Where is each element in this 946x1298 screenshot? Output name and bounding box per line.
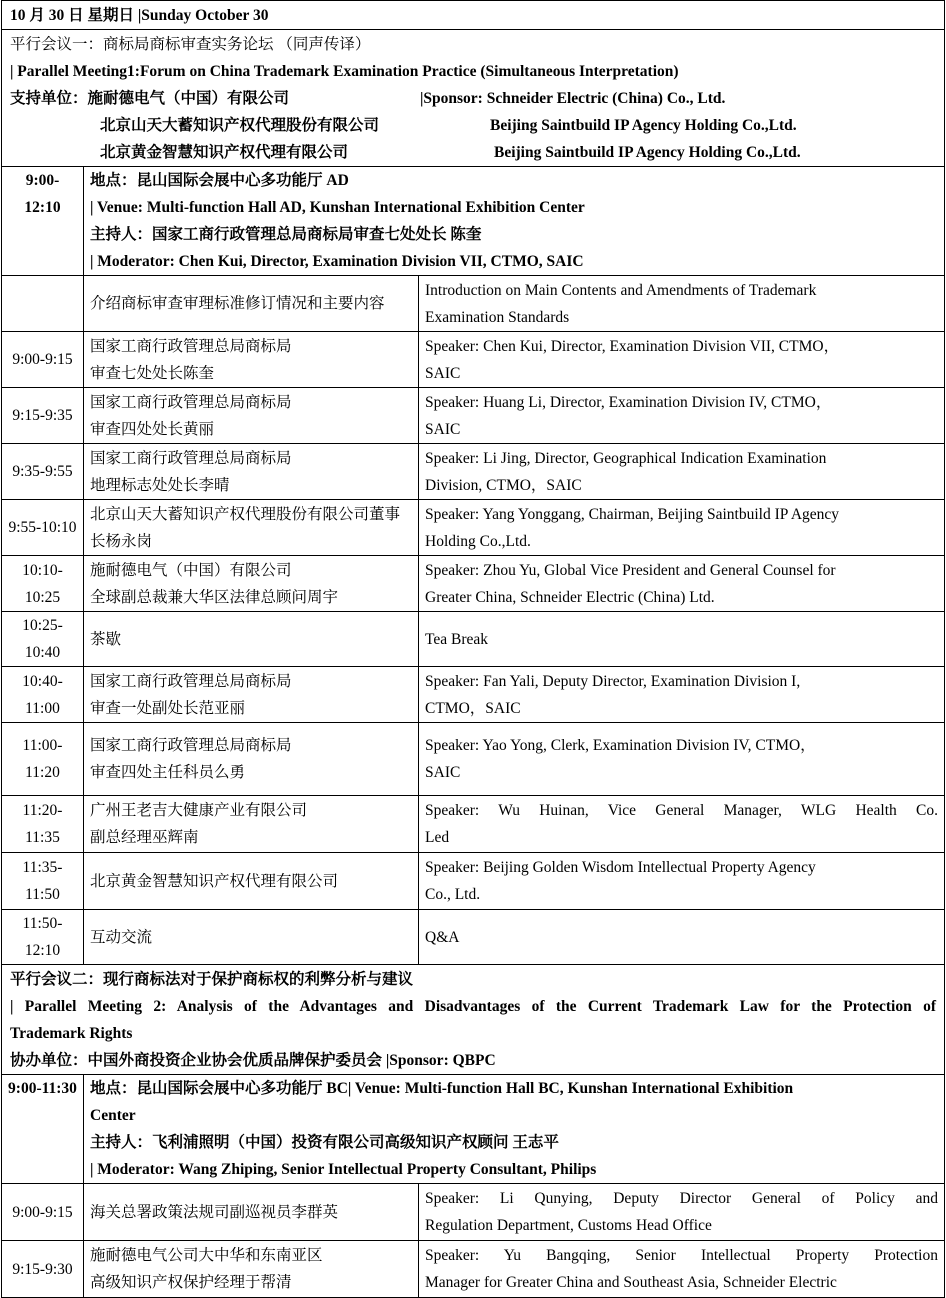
row-time: 11:00-11:20 [2,723,84,796]
row-speaker-zh: 国家工商行政管理总局商标局 审查一处副处长范亚丽 [84,667,419,723]
row-speaker-zh: 海关总署政策法规司副巡视员李群英 [84,1184,419,1241]
meeting2-title-en1: | Parallel Meeting 2: Analysis of the Advantages and Disadvantages of the Current Trademark Law for the Protection of [10,997,936,1015]
row-speaker-en: Q&A [419,910,945,965]
meeting1-session-time: 9:00- 12:10 [2,167,84,276]
sponsor-label: 支持单位： [10,89,88,107]
meeting2-session-info [84,1075,945,1184]
m2-venue-1: 地点：昆山国际会展中心多功能厅 BC| Venue: Multi-function Hall BC, Kunshan International Exhibition [90,1080,794,1097]
m2-moderator-zh: 主持人：飞利浦照明（中国）投资有限公司高级知识产权顾问 王志平 [90,1134,559,1151]
meeting2-session-time: 9:00-11:30 [2,1075,84,1184]
row-time: 9:35-9:55 [2,444,84,500]
table-row [2,853,945,910]
row-speaker-zh: 广州王老吉大健康产业有限公司 副总经理巫辉南 [84,796,419,853]
row-speaker-zh: 施耐德电气（中国）有限公司 全球副总裁兼大华区法律总顾问周宇 [84,556,419,612]
row-speaker-zh: 北京山天大蓄知识产权代理股份有限公司董事 长杨永岗 [84,500,419,556]
table-row [2,1241,945,1298]
date-header: 10 月 30 日 星期日 |Sunday October 30 [2,1,945,30]
row-speaker-zh: 北京黄金智慧知识产权代理有限公司 [84,853,419,910]
row-time: 9:00-9:15 [2,1184,84,1241]
row-speaker-en: Tea Break [419,612,945,667]
row-speaker-en: Speaker: Fan Yali, Deputy Director, Examination Division I, CTMO，SAIC [419,667,945,723]
moderator-zh: 主持人：国家工商行政管理总局商标局审查七处处长 陈奎 [90,226,482,243]
intro-row [2,276,945,332]
row-speaker-zh: 国家工商行政管理总局商标局 审查七处处长陈奎 [84,332,419,388]
agenda-table [1,0,945,1298]
row-speaker-zh: 国家工商行政管理总局商标局 地理标志处处长李晴 [84,444,419,500]
meeting2-title-en2: Trademark Rights [10,1024,133,1042]
table-row [2,388,945,444]
sponsor-3-en: Beijing Saintbuild IP Agency Holding Co.,Ltd. [494,143,801,161]
row-speaker-en: Speaker: Wu Huinan, Vice General Manager, WLG Health Co. Led [419,796,945,853]
meeting2-schedule [2,1184,945,1298]
table-row [2,444,945,500]
row-speaker-zh: 茶歇 [84,612,419,667]
venue-zh: 地点：昆山国际会展中心多功能厅 AD [90,172,349,189]
table-row [2,500,945,556]
table-row [2,332,945,388]
m2-venue-2: Center [90,1107,136,1124]
row-speaker-en: Speaker: Yang Yonggang, Chairman, Beijing Saintbuild IP Agency Holding Co.,Ltd. [419,500,945,556]
row-speaker-en: Speaker: Li Jing, Director, Geographical Indication Examination Division, CTMO，SAIC [419,444,945,500]
meeting1-title-en: | Parallel Meeting1:Forum on China Trademark Examination Practice (Simultaneous Interpretation) [10,62,679,80]
intro-topic-en: Introduction on Main Contents and Amendments of Trademark Examination Standards [419,276,945,332]
row-speaker-zh: 互动交流 [84,910,419,965]
row-speaker-zh: 国家工商行政管理总局商标局 审查四处主任科员么勇 [84,723,419,796]
row-time: 9:55-10:10 [2,500,84,556]
row-time: 9:15-9:30 [2,1241,84,1298]
table-row [2,1184,945,1241]
sponsor-row-3 [10,139,936,166]
sponsor-row-1 [10,85,936,112]
intro-time [2,276,84,332]
table-row [2,667,945,723]
row-time: 10:10-10:25 [2,556,84,612]
meeting2-sponsor: 协办单位：中国外商投资企业协会优质品牌保护委员会 |Sponsor: QBPC [10,1051,496,1069]
table-row [2,556,945,612]
row-time: 11:20-11:35 [2,796,84,853]
table-row [2,723,945,796]
row-speaker-en: Speaker: Li Qunying, Deputy Director General of Policy and Regulation Department, Customs Head Office [419,1184,945,1241]
meeting2-title-zh: 平行会议二：现行商标法对于保护商标权的利弊分析与建议 [10,970,414,988]
table-row [2,910,945,965]
meeting1-title-zh: 平行会议一：商标局商标审查实务论坛 （同声传译） [10,35,371,53]
row-time: 11:35-11:50 [2,853,84,910]
table-row [2,612,945,667]
row-time: 9:15-9:35 [2,388,84,444]
row-time: 10:40-11:00 [2,667,84,723]
sponsor-1-zh: 施耐德电气（中国）有限公司 [87,89,290,107]
row-speaker-zh: 国家工商行政管理总局商标局 审查四处处长黄丽 [84,388,419,444]
table-row [2,796,945,853]
row-time: 11:50-12:10 [2,910,84,965]
sponsor-1-en: |Sponsor: Schneider Electric (China) Co., Ltd. [420,89,726,107]
moderator-en: | Moderator: Chen Kui, Director, Examination Division VII, CTMO, SAIC [90,253,584,270]
meeting2-header [2,965,945,1075]
row-speaker-en: Speaker: Yao Yong, Clerk, Examination Division IV, CTMO， SAIC [419,723,945,796]
row-time: 9:00-9:15 [2,332,84,388]
row-time: 10:25-10:40 [2,612,84,667]
row-speaker-en: Speaker: Huang Li, Director, Examination Division IV, CTMO， SAIC [419,388,945,444]
row-speaker-en: Speaker: Yu Bangqing, Senior Intellectual Property Protection Manager for Greater China and Southeast Asia, Schneider Electric [419,1241,945,1298]
sponsor-row-2 [10,112,936,139]
meeting1-session-info [84,167,945,276]
m2-moderator-en: | Moderator: Wang Zhiping, Senior Intellectual Property Consultant, Philips [90,1161,597,1178]
sponsor-3-zh: 北京黄金智慧知识产权代理有限公司 [100,143,349,161]
venue-en: | Venue: Multi-function Hall AD, Kunshan International Exhibition Center [90,199,585,216]
meeting1-schedule [2,332,945,965]
row-speaker-en: Speaker: Zhou Yu, Global Vice President and General Counsel for Greater China, Schneider Electric (China) Ltd. [419,556,945,612]
row-speaker-en: Speaker: Chen Kui, Director, Examination Division VII, CTMO， SAIC [419,332,945,388]
meeting1-header [2,30,945,167]
row-speaker-zh: 施耐德电气公司大中华和东南亚区 高级知识产权保护经理于帮清 [84,1241,419,1298]
sponsor-2-zh: 北京山天大蓄知识产权代理股份有限公司 [100,116,380,134]
row-speaker-en: Speaker: Beijing Golden Wisdom Intellectual Property Agency Co., Ltd. [419,853,945,910]
intro-topic-zh: 介绍商标审查审理标准修订情况和主要内容 [84,276,419,332]
sponsor-2-en: Beijing Saintbuild IP Agency Holding Co.,Ltd. [490,116,797,134]
